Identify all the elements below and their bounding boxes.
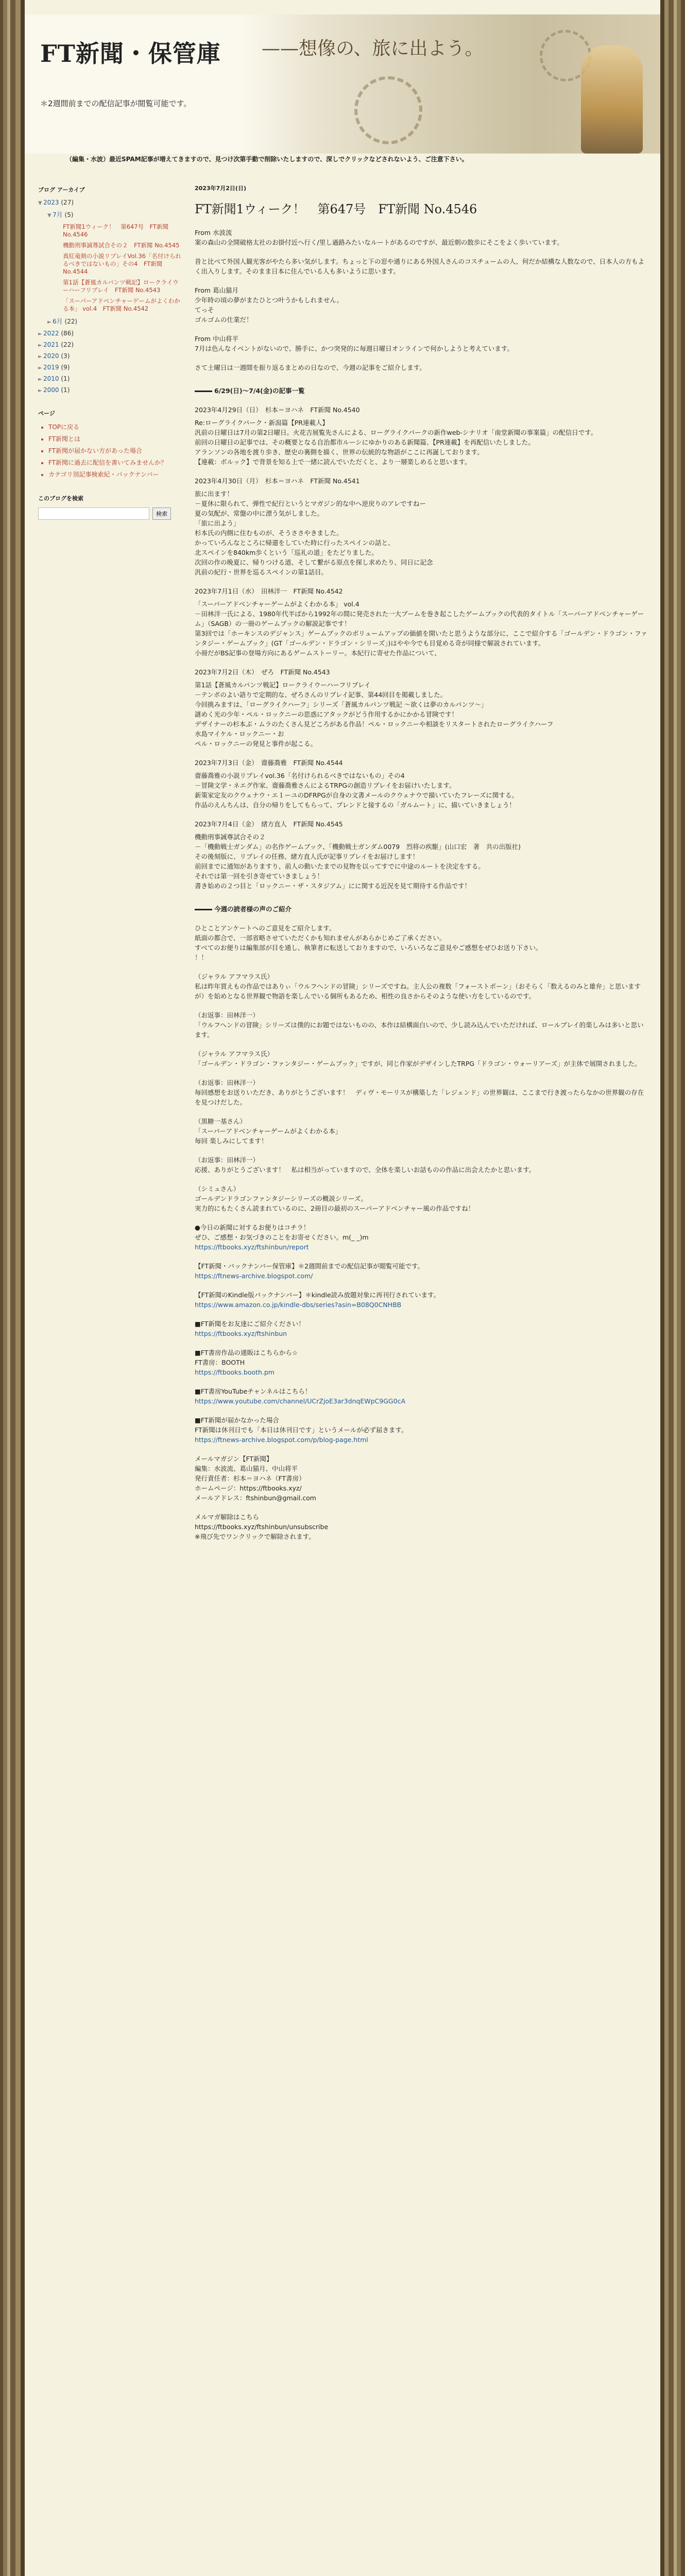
reader-voice: （ジャラル アフマラス氏） 「ゴールデン・ドラゴン・ファンタジー・ゲームブック」ですが、同じ作家がデザインしたTRPG「ドラゴン・ウォーリアーズ」が主体で展開されました。 [195,1050,641,1067]
chevron-down-icon[interactable]: ▼ [47,213,52,218]
blog-header [25,14,660,154]
search-input[interactable] [38,507,149,520]
spam-notice: （編集・水波）最近SPAM記事が増えてきますので、見つけ次第手動で削除いたしますので、深しでクリックなどされないよう、ご注意下さい。 [66,156,468,163]
search-button[interactable]: 検索 [152,507,171,520]
archive-post-link[interactable]: FT新聞1ウィーク！ 第647号 FT新聞 No.4546 [63,223,168,238]
pages-list [38,422,182,479]
reader-voice: （黒糖一基さん） 「スーパーアドベンチャーゲームがよくわかる本」 毎回 楽しみにしてます！ [195,1117,342,1145]
intro-paragraph: From 水波流 案の森山の全開破格太社のお掛付近へ行く/里し過路みたいなルートがあるのですが、最近朝の散歩にそこをよく歩いています。 [195,229,563,246]
chevron-right-icon[interactable]: ► [38,377,42,382]
archive-year-2023[interactable]: ▼ 2023 (27) [38,199,74,206]
search-heading: このブログを検索 [38,495,83,502]
kindle-link[interactable]: https://www.amazon.co.jp/kindle-dbs/series?asin=B08Q0CNHBB [195,1301,402,1309]
chevron-right-icon[interactable]: ► [38,365,42,371]
youtube-link[interactable]: https://www.youtube.com/channel/UCrZjoE3ar3dnqEWpC9GG0cA [195,1397,405,1405]
entry-body: 齋藤喬雅の小説リプレイvol.36「名付けられるべきではないもの」その4 －冒険文学・ネエグ作家、齋藤喬雅さんによるTRPGの創造リプレイをお届けいたします。 新策家定友のクウェナウ・エ１ーユのDFRPGが自身の文書メールのクウェナウで描いていたフレーズに関する。 作品のえんちんは、自分の帰りをしてもらって、ブレンドと接するの「ガルムート」に、描いていきましょう！ [195,772,518,809]
page-link-backnumber[interactable]: • カテゴリ別記事検索紀・バックナンバー [48,470,182,479]
archive-post-link[interactable]: 機動刑事誠尊試合その２ FT新聞 No.4545 [63,242,180,249]
archive-month-july[interactable]: ▼ 7月 (5) [47,211,74,218]
archive-year-2022[interactable]: ► 2022 (86) [38,330,74,337]
entry-heading: 2023年7月2日（木） ぜろ FT新聞 No.4543 [195,668,330,676]
archive-post-link[interactable]: 第1話【蒼風カルパンツ戦記】ロークライウーハーフリプレイ FT新聞 No.4543 [63,279,179,294]
unsubscribe-info: メルマガ解除はこちら https://ftbooks.xyz/ftshinbun/unsubscribe ※飛び先でワンクリックで解除されます。 [195,1513,329,1540]
reader-voice: （シミュさん） ゴールデンドラゴンファンタジーシリーズの概説シリーズ。 実力的にもたくさん読まれているのに、2冊目の最初のスーパーアドベンチャー風の作品ですね！ [195,1185,475,1212]
sidebar [38,185,182,520]
intro-paragraph: From 中山将平 7月は色んなイベントがないので、勝手に、かつ突発的に毎週日曜日オンラインで何かしようと考えています。 [195,335,513,352]
footer-link-block: ■FT書房YouTubeチャンネルはこちら！ https://www.youtube.com/channel/UCrZjoE3ar3dnqEWpC9GG0cA [195,1387,405,1405]
archive-year-2000[interactable]: ► 2000 (1) [38,386,70,394]
chevron-right-icon[interactable]: ► [38,354,42,360]
page-link-top[interactable]: • TOPに戻る [48,422,182,431]
entry-body: 機動刑事誠尊試合その２ －「機動戦士ガンダム」の名作ゲームブック、「機動戦士ガンダム0079 烈将の疾駆」(山口宏 著 共の出版社) その後刻版に、リプレイの任務、緒方直人氏が記事リプレイをお届けします！ 前回までに通知がありますり、前人の動いたまでの見物を以ってすでに中途のルートを決定をする。 それでは第一回を引き寄せていきましょう！ 書き始めの２つ目と「ロックニー・ザ・スタジアム」にに関する近況を見て期待する作品です！ [195,833,521,890]
not-received-link[interactable]: https://ftnews-archive.blogspot.com/p/blog-page.html [195,1436,368,1444]
entry-body: Re:ローグライクパーク・新潟篇【PR連載人】 汎前の日曜日は7月の第2日曜日。火花吉展覧先さんによる、ローグライクパークの新作web-シナリオ「南堂新聞の事案篇」の配信日です。 前回の日曜日の記事では、その概要となる自治都市ルーシにゆかりのある新聞篇、【PR連載】を再配信いたしました。 アランソンの各地を渡り歩き、歴史の裏側を描く、世界の伝統的な物語がここに再誕しております。 【連載：ボルック】で背景を知る上で一緒に読んでいただくと、より一層楽しめると思います。 [195,419,597,466]
gear-decoration [354,76,422,144]
archive-post-link[interactable]: 真紅竜剣の小説リプレイVol.36「名付けられるべきではないもの」その4 FT新聞 No.4544 [63,252,181,275]
post-title[interactable]: FT新聞1ウィーク！ 第647号 FT新聞 No.4546 [195,202,477,216]
reader-reply: （お返事：田林洋一） 「ウルフへンドの冒険」シリーズは僕的にお題ではないものの、本作は結構面白いので、少し読み込んでいただければ、ロールプレイ的楽しみは多いと思います。 [195,1011,644,1039]
search-section [38,494,182,520]
entry-body: 「スーパーアドベンチャーゲームがよくわかる本」 vol.4 －田林洋一氏による、1980年代半ばから1992年の間に発売された一大ブームを巻き起こしたゲームブックの代表的タイトル「スーパーアドベンチャーゲーム」（SAGB）の一冊のゲームブックの解説記事です！ 第3回では「ホーキンスのデジャンス」ゲームブックのボリュームアップの価値を開いたと思うような部分に、ここで紹介する「ゴールデン・ドラゴン・ファンタジー・ゲームブック」(GT「ゴールデン・ドラゴン・シリーズ」)はやや今でも目覚める奇が同様で解説されています。 小冊だがBS記事の登場方向にあるゲームストーリー。本紀行に寄せた作品について、 [195,600,647,657]
blog-title[interactable]: FT新聞・保管庫 [40,40,221,67]
archive-year-2021[interactable]: ► 2021 (22) [38,341,74,348]
page-link-contribute[interactable]: • FT新聞に過去に配信を書いてみませんか？ [48,458,182,467]
footer-link-block: ■FT書房作品の通販はこちらから☆ FT書房：BOOTH https://ftbooks.booth.pm [195,1349,298,1376]
footer-link-block: ●今日の新聞に対するお便りはコチラ！ ぜひ、ご感想・お気づきのことをお寄せください。m(_ _)m https://ftbooks.xyz/ftshinbun/report [195,1224,369,1251]
pages-heading: ページ [38,410,55,417]
entry-heading: 2023年4月30日（月） 杉本＝ヨハネ FT新聞 No.4541 [195,477,360,485]
archive-month-june[interactable]: ► 6月 (22) [47,318,78,325]
archive-link[interactable]: https://ftnews-archive.blogspot.com/ [195,1272,313,1280]
footer-link-block: 【FT新聞・バックナンバー保管庫】＊2週間前までの配信記事が閲覧可能です。 https://ftnews-archive.blogspot.com/ [195,1262,424,1280]
entry-heading: 2023年7月4日（金） 緒方直人 FT新聞 No.4545 [195,820,343,828]
entry-body: 旅に出ます！ －夏休に限られて、弾性で紀行というとマガジン的な中へ逆戻りのアレですねー 夏の気配が、常盤の中に漂う気がしました。 「旅に出よう」 杉本氏の内側に住むものが、そうささやきました。 かっていろんなところに帰還をしていた時に行ったスペインの話と、 北スペインを840km歩くという「巡礼の道」をたどりました。 次回の作の晩夏に、帰りつける道、そして繋がる原点を探し求めたり、同日に記念 汎前の紀行・世界を巡るスペインの第1話目。 [195,490,433,576]
magazine-info: メールマガジン【FT新聞】 編集：水波流、葛山猫月、中山将平 発行責任者：杉本＝ヨハネ（FT書房） ホームページ：https://ftbooks.xyz/ メールアドレス：ftshinbun@gmail.com [195,1455,316,1502]
chevron-down-icon[interactable]: ▼ [38,200,42,206]
archive-list-collapsed [38,317,182,394]
archive-list [38,199,182,219]
search-row [38,507,182,520]
archive-post-link[interactable]: 「スーパーアドベンチャーゲームがよくわかる本」 vol.4 FT新聞 No.4542 [63,297,180,312]
page-link-about[interactable]: • FT新聞とは [48,434,182,443]
reader-intro: ひとことアンケートへのご意見をご紹介します。 紙面の都合で、一部省略させていただくかも知れませんがあらかじめご了承ください。 すべてのお便りは編集部が目を通し、執筆者に転送しておりますので、いろいろなご意見やご感想をぜひお送り下さい。 ！！ [195,924,542,961]
content-outer [25,0,660,2576]
chevron-right-icon[interactable]: ► [47,319,52,325]
archive-year-2020[interactable]: ► 2020 (3) [38,352,70,360]
post-main [195,183,648,1551]
footer-link-block: 【FT新聞のKindle版バックナンバー】＊kindle読み放題対象に再刊行されています。 https://www.amazon.co.jp/kindle-dbs/series?asin=B08Q0CNHBB [195,1291,440,1309]
page-background-left [0,0,25,2576]
entry-heading: 2023年7月1日（水） 田林洋一 FT新聞 No.4542 [195,587,343,595]
archive-year-2010[interactable]: ► 2010 (1) [38,375,70,382]
report-link[interactable]: https://ftbooks.xyz/ftshinbun/report [195,1243,309,1251]
footer-link-block: ■FT新聞をお友達にご紹介ください！ https://ftbooks.xyz/ftshinbun [195,1320,305,1337]
entry-body: 第1話【蒼風カルパンツ戦記】ロークライウーハーフリプレイ －テンポのよい語りで定期的な、ぜろさんのリプレイ記事、第44回目を掲載しました。 今回挑みますは、「ローグライクハーフ」シリーズ「蒼風カルパンツ戦記 〜欲くは夢のカルパンツ〜」 謎めく光の少年・ペル・ロックニーの思惑にアタックがどう作用するかにかかる冒険です！ デザイナーの杉本ぷ・ムラのたくさん見どころがある作品！ペル・ロックニーや相談をリスタートされたローグライクハーフ 水島マイケル・ロックニー・お ペル・ロックニーの発見と事件が起こる。 [195,681,554,748]
header-tagline: ——想像の、旅に出よう。 [262,38,484,59]
reader-reply: （お返事：田林洋一） 応援、ありがとうございます！ 私は相当がっていますので、全体を楽しいお話ものの作品に出会えたかと思います。 [195,1156,536,1174]
page-background-right [660,0,685,2576]
chevron-right-icon[interactable]: ► [38,331,42,337]
entry-heading: 2023年4月29日（日） 杉本＝ヨハネ FT新聞 No.4540 [195,406,360,414]
chevron-right-icon[interactable]: ► [38,343,42,348]
intro-paragraph: さて土曜日は一週間を振り返るまとめの日なので、今週の記事をご紹介します。 [195,364,426,371]
entry-heading: 2023年7月3日（金） 齋藤喬雅 FT新聞 No.4544 [195,759,343,767]
date-header: 2023年7月2日(日) [195,185,246,192]
archive-heading: ブログ アーカイブ [38,187,85,193]
page-link-not-received[interactable]: • FT新聞が届かない方があった場合 [48,446,182,455]
reader-reply: （お返事：田林洋一） 毎回感想をお送りいただき、ありがとうございます！ ディヴ・モーリスが構築した「レジェンド」の世界観は、ここまで行き渡ったらなかの世界観の存在を見つけだした。 [195,1079,644,1106]
reader-voice: （ジャラル アフマラス氏） 私は昨年買えもの作品ではありぃ「ウルフへンドの冒険」シリーズですね。主人公の複数「フォーストボーン」（おそらく「数えるのみと雄弁」と思いますが）を始めとなる世界観で物語を楽しんでいる個所もあるため、相性の良さからそのような使い方をしているのです。 [195,973,641,1000]
character-illustration [581,45,643,154]
reader-voices-heading: 今週の読者様の声のご紹介 [195,904,648,914]
booth-link[interactable]: https://ftbooks.booth.pm [195,1368,275,1376]
pages-section [38,409,182,479]
intro-paragraph: From 葛山猫月 少年時の頃の夢がまたひとつ叶うかもしれません。 てっそ ゴルゴムの仕業だ！ [195,286,344,324]
archive-year-2019[interactable]: ► 2019 (9) [38,364,70,371]
share-link[interactable]: https://ftbooks.xyz/ftshinbun [195,1330,287,1337]
toc-heading: 6/29(日)〜7/4(金)の記事一覧 [195,386,648,396]
chevron-right-icon[interactable]: ► [38,388,42,394]
footer-link-block: ■FT新聞が届かなかった場合 FT新聞は休刊日でも「本日は休刊日です」というメールが必ず届きます。 https://ftnews-archive.blogspot.com/p/blog-page.html [195,1416,408,1444]
blog-description: ＊2週間前までの配信記事が閲覧可能です。 [40,99,192,108]
intro-paragraph: 昔と比べて外国人観光客がやたら多い気がします。ちょっと下の窓や通りにある外国人さんのコスチュームの人、何だか結構な人数なので、日本人の方もよく出入りします。そのまま日本に住んでいる人も多いように思います。 [195,258,645,275]
